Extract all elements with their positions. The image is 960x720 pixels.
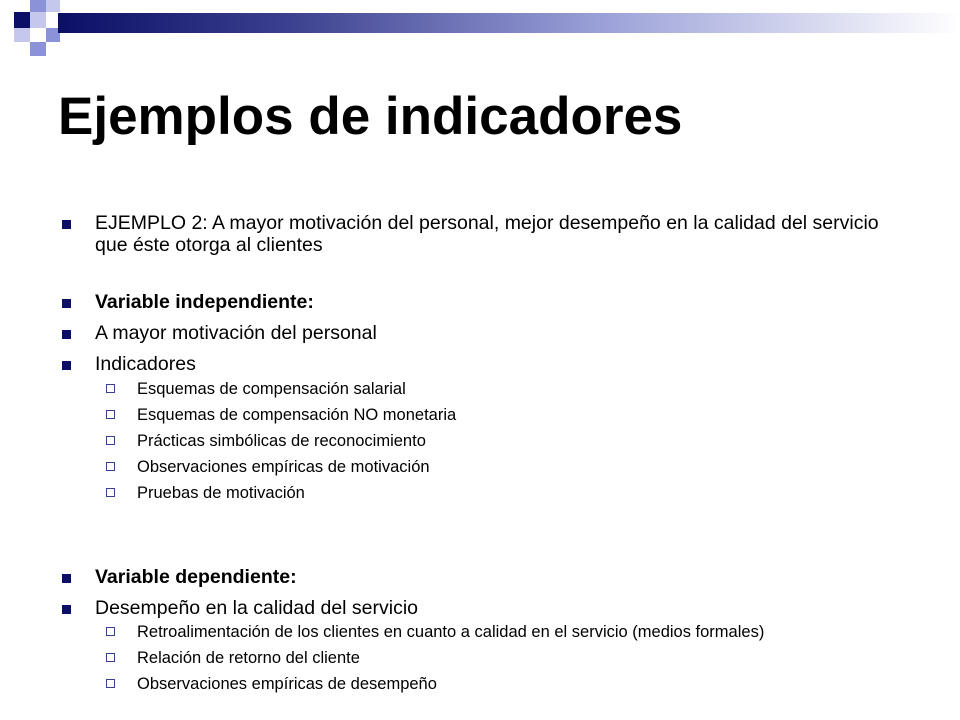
bullet-square: [62, 574, 71, 583]
dependent-indicator-text: Relación de retorno del cliente: [137, 649, 360, 667]
dependent-indicator-text: Retroalimentación de los clientes en cuanto a calidad en el servicio (medios formales): [137, 623, 765, 641]
independent-indicator-text: Esquemas de compensación salarial: [137, 380, 406, 398]
bullet-square: [62, 330, 71, 339]
bullet-square: [62, 361, 71, 370]
independent-heading-text: Variable independiente:: [95, 291, 314, 313]
hollow-square-bullet: [106, 627, 115, 636]
decor-square: [30, 12, 46, 28]
hollow-square-bullet: [106, 436, 115, 445]
dependent-indicator: [62, 675, 882, 693]
example-text: EJEMPLO 2: A mayor motivación del personal, mejor desempeño en la calidad del servicio que éste otorga al clientes: [95, 212, 879, 256]
dependent-heading: [62, 566, 882, 588]
hollow-square-bullet: [106, 653, 115, 662]
dependent-variable: [62, 597, 882, 619]
hollow-square-bullet: [106, 462, 115, 471]
independent-indicator: [62, 432, 882, 450]
decor-square: [14, 12, 30, 28]
independent-indicator: [62, 406, 882, 424]
hollow-square-bullet: [106, 488, 115, 497]
decor-square: [30, 0, 46, 12]
independent-indicator: [62, 458, 882, 476]
independent-indicator-text: Pruebas de motivación: [137, 484, 305, 502]
independent-variable-text: A mayor motivación del personal: [95, 322, 377, 344]
decor-square: [46, 0, 60, 12]
indicators-label-text: Indicadores: [95, 353, 196, 375]
dependent-indicator-text: Observaciones empíricas de desempeño: [137, 675, 437, 693]
slide-title: Ejemplos de indicadores: [58, 87, 683, 146]
independent-indicator-text: Esquemas de compensación NO monetaria: [137, 406, 457, 424]
dependent-heading-text: Variable dependiente:: [95, 566, 297, 588]
example-statement: [62, 212, 882, 256]
independent-indicator-text: Prácticas simbólicas de reconocimiento: [137, 432, 426, 450]
header-gradient-bar: [58, 13, 960, 33]
slide-content: [62, 212, 882, 693]
independent-indicator-text: Observaciones empíricas de motivación: [137, 458, 430, 476]
decor-square: [30, 42, 46, 56]
independent-indicator: [62, 484, 882, 502]
independent-variable: [62, 322, 882, 344]
bullet-square: [62, 220, 71, 229]
hollow-square-bullet: [106, 384, 115, 393]
dependent-indicator: [62, 623, 882, 641]
decor-square: [14, 28, 30, 42]
independent-indicator: [62, 380, 882, 398]
dependent-variable-text: Desempeño en la calidad del servicio: [95, 597, 419, 619]
hollow-square-bullet: [106, 679, 115, 688]
bullet-square: [62, 605, 71, 614]
indicators-label: [62, 353, 882, 375]
header-decoration: [0, 0, 960, 60]
independent-heading: [62, 291, 882, 313]
hollow-square-bullet: [106, 410, 115, 419]
dependent-indicator: [62, 649, 882, 667]
bullet-square: [62, 299, 71, 308]
